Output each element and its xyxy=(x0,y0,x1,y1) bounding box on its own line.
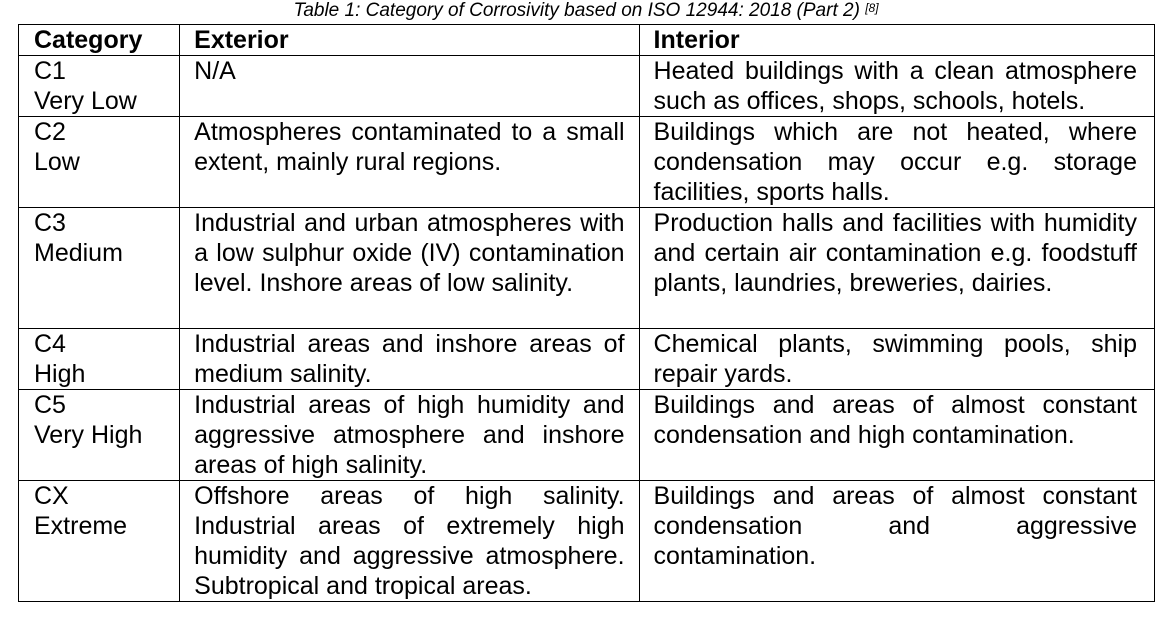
interior-cell: Heated buildings with a clean atmosphere such as offices, shops, schools, hotels. xyxy=(639,56,1154,117)
category-code: C3 xyxy=(34,209,66,237)
category-name: Medium xyxy=(34,239,123,267)
category-code: C2 xyxy=(34,118,66,146)
table-row-c4 xyxy=(19,329,1155,390)
category-name: Low xyxy=(34,148,80,176)
category-cell xyxy=(19,481,180,602)
category-name: High xyxy=(34,360,86,388)
category-code: C1 xyxy=(34,57,66,85)
exterior-cell: Industrial areas of high humidity and aggressive atmosphere and inshore areas of high salinity. xyxy=(180,390,639,481)
table-row-c2 xyxy=(19,117,1155,208)
category-cell xyxy=(19,390,180,481)
caption-text: Table 1: Category of Corrosivity based on ISO 12944: 2018 (Part 2) xyxy=(293,0,860,21)
category-name: Very Low xyxy=(34,87,137,115)
interior-cell: Production halls and facilities with humidity and certain air contamination e.g. foodstuff plants, laundries, breweries, dairies. xyxy=(639,208,1154,329)
caption-reference: [8] xyxy=(865,1,879,15)
header-category: Category xyxy=(19,25,180,56)
exterior-cell: Atmospheres contaminated to a small extent, mainly rural regions. xyxy=(180,117,639,208)
table-header-row xyxy=(19,25,1155,56)
exterior-cell: Offshore areas of high salinity. Industrial areas of extremely high humidity and aggressive atmosphere. Subtropical and tropical areas. xyxy=(180,481,639,602)
header-exterior: Exterior xyxy=(180,25,639,56)
exterior-cell: N/A xyxy=(180,56,639,117)
header-interior: Interior xyxy=(639,25,1154,56)
table-row-cx xyxy=(19,481,1155,602)
category-name: Extreme xyxy=(34,512,128,540)
interior-cell: Buildings and areas of almost constant condensation and aggressive contamination. xyxy=(639,481,1154,602)
category-code: C5 xyxy=(34,391,66,419)
interior-cell: Buildings and areas of almost constant condensation and high contamination. xyxy=(639,390,1154,481)
category-cell xyxy=(19,117,180,208)
category-cell xyxy=(19,56,180,117)
category-code: C4 xyxy=(34,330,66,358)
category-name: Very High xyxy=(34,421,143,449)
interior-cell: Chemical plants, swimming pools, ship repair yards. xyxy=(639,329,1154,390)
table-caption xyxy=(0,0,1172,22)
interior-cell: Buildings which are not heated, where condensation may occur e.g. storage facilities, sports halls. xyxy=(639,117,1154,208)
table-row-c3 xyxy=(19,208,1155,329)
corrosivity-table xyxy=(18,24,1155,602)
exterior-cell: Industrial areas and inshore areas of medium salinity. xyxy=(180,329,639,390)
category-cell xyxy=(19,329,180,390)
table-row-c1 xyxy=(19,56,1155,117)
category-cell xyxy=(19,208,180,329)
exterior-cell: Industrial and urban atmospheres with a low sulphur oxide (IV) contamination level. Inshore areas of low salinity. xyxy=(180,208,639,329)
category-code: CX xyxy=(34,482,69,510)
table-row-c5 xyxy=(19,390,1155,481)
